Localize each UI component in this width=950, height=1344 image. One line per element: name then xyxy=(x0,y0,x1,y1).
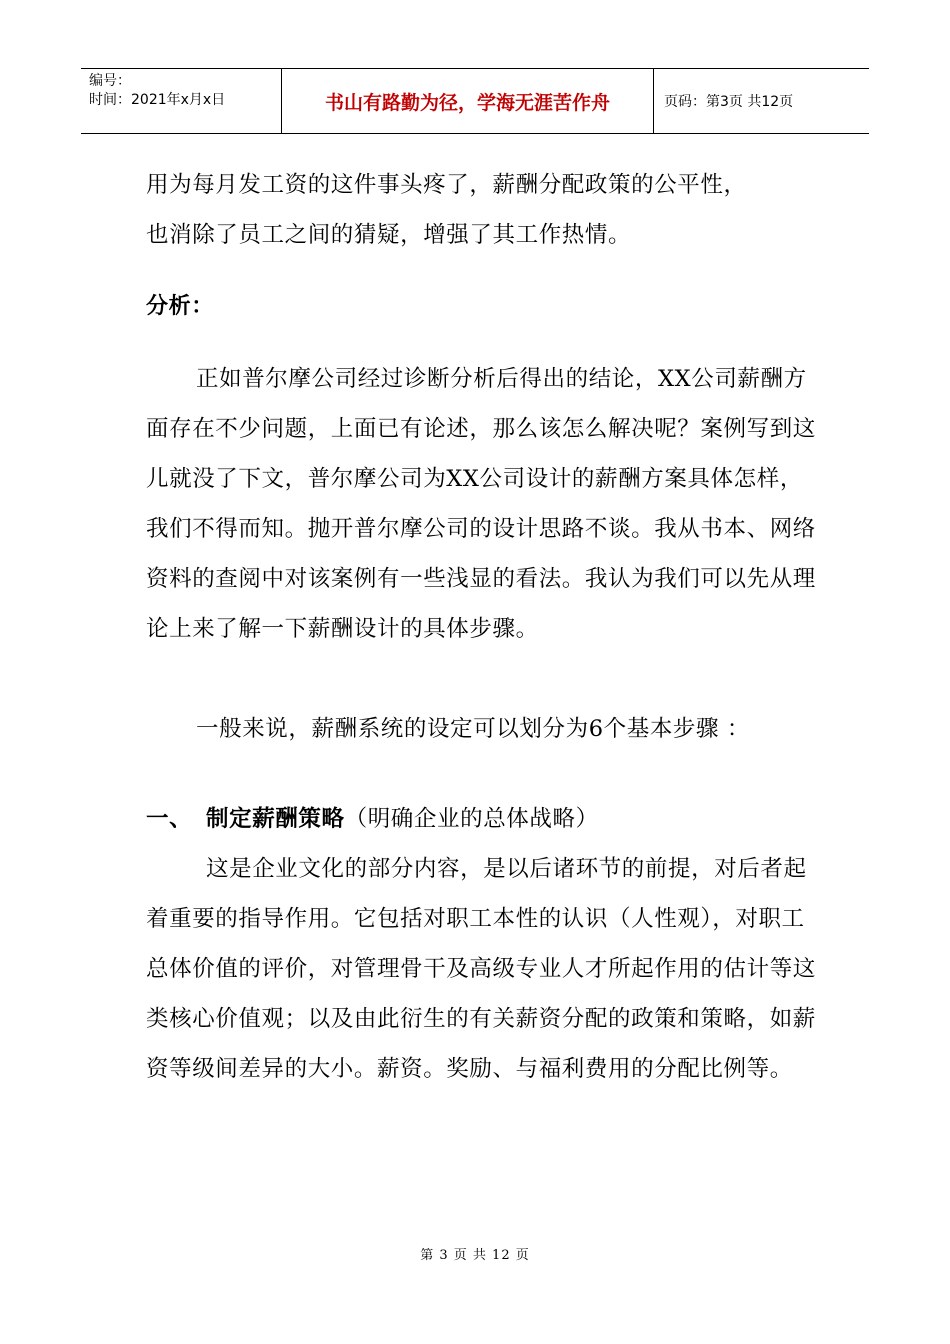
paragraph-line: 也消除了员工之间的猜疑，增强了其工作热情。 xyxy=(146,222,632,248)
section-note: （明确企业的总体战略） xyxy=(344,806,599,832)
section-number: 一、 xyxy=(146,806,193,832)
section-heading xyxy=(146,794,816,844)
document-body xyxy=(146,160,816,1094)
spacer xyxy=(146,754,816,794)
section-title: 制定薪酬策略 xyxy=(206,806,345,832)
steps-intro-paragraph: 一般来说，薪酬系统的设定可以划分为6个基本步骤 ： xyxy=(196,716,750,742)
spacer xyxy=(146,654,816,704)
paragraph-line: 用为每月发工资的这件事头疼了，薪酬分配政策的公平性， xyxy=(146,172,747,198)
header-meta xyxy=(81,69,282,133)
page-footer: 第 3 页 共 12 页 xyxy=(420,1248,530,1263)
page-header xyxy=(81,68,869,134)
strategy-paragraph: 这是企业文化的部分内容，是以后诸环节的前提，对后者起着重要的指导作用。它包括对职工本性的认识（人性观），对职工总体价值的评价，对管理骨干及高级专业人才所起作用的估计等这类核心价值观；以及由此衍生的有关薪资分配的政策和策略，如薪资等级间差异的大小。薪资。奖励、与福利费用的分配比例等。 xyxy=(146,856,816,1082)
header-page-info: 页码：第3页 共12页 xyxy=(664,94,794,110)
document-time: 时间：2021年x月x日 xyxy=(89,92,226,108)
header-motto: 书山有路勤为径，学海无涯苦作舟 xyxy=(282,69,654,133)
analysis-heading: 分析： xyxy=(146,294,214,319)
analysis-paragraph: 正如普尔摩公司经过诊断分析后得出的结论，XX公司薪酬方面存在不少问题，上面已有论述，那么该怎么解决呢？案例写到这儿就没了下文，普尔摩公司为XX公司设计的薪酬方案具体怎样，我们不得而知。抛开普尔摩公司的设计思路不谈。我从书本、网络资料的查阅中对该案例有一些浅显的看法。我认为我们可以先从理论上来了解一下薪酬设计的具体步骤。 xyxy=(146,366,816,642)
document-number: 编号： xyxy=(89,73,131,89)
